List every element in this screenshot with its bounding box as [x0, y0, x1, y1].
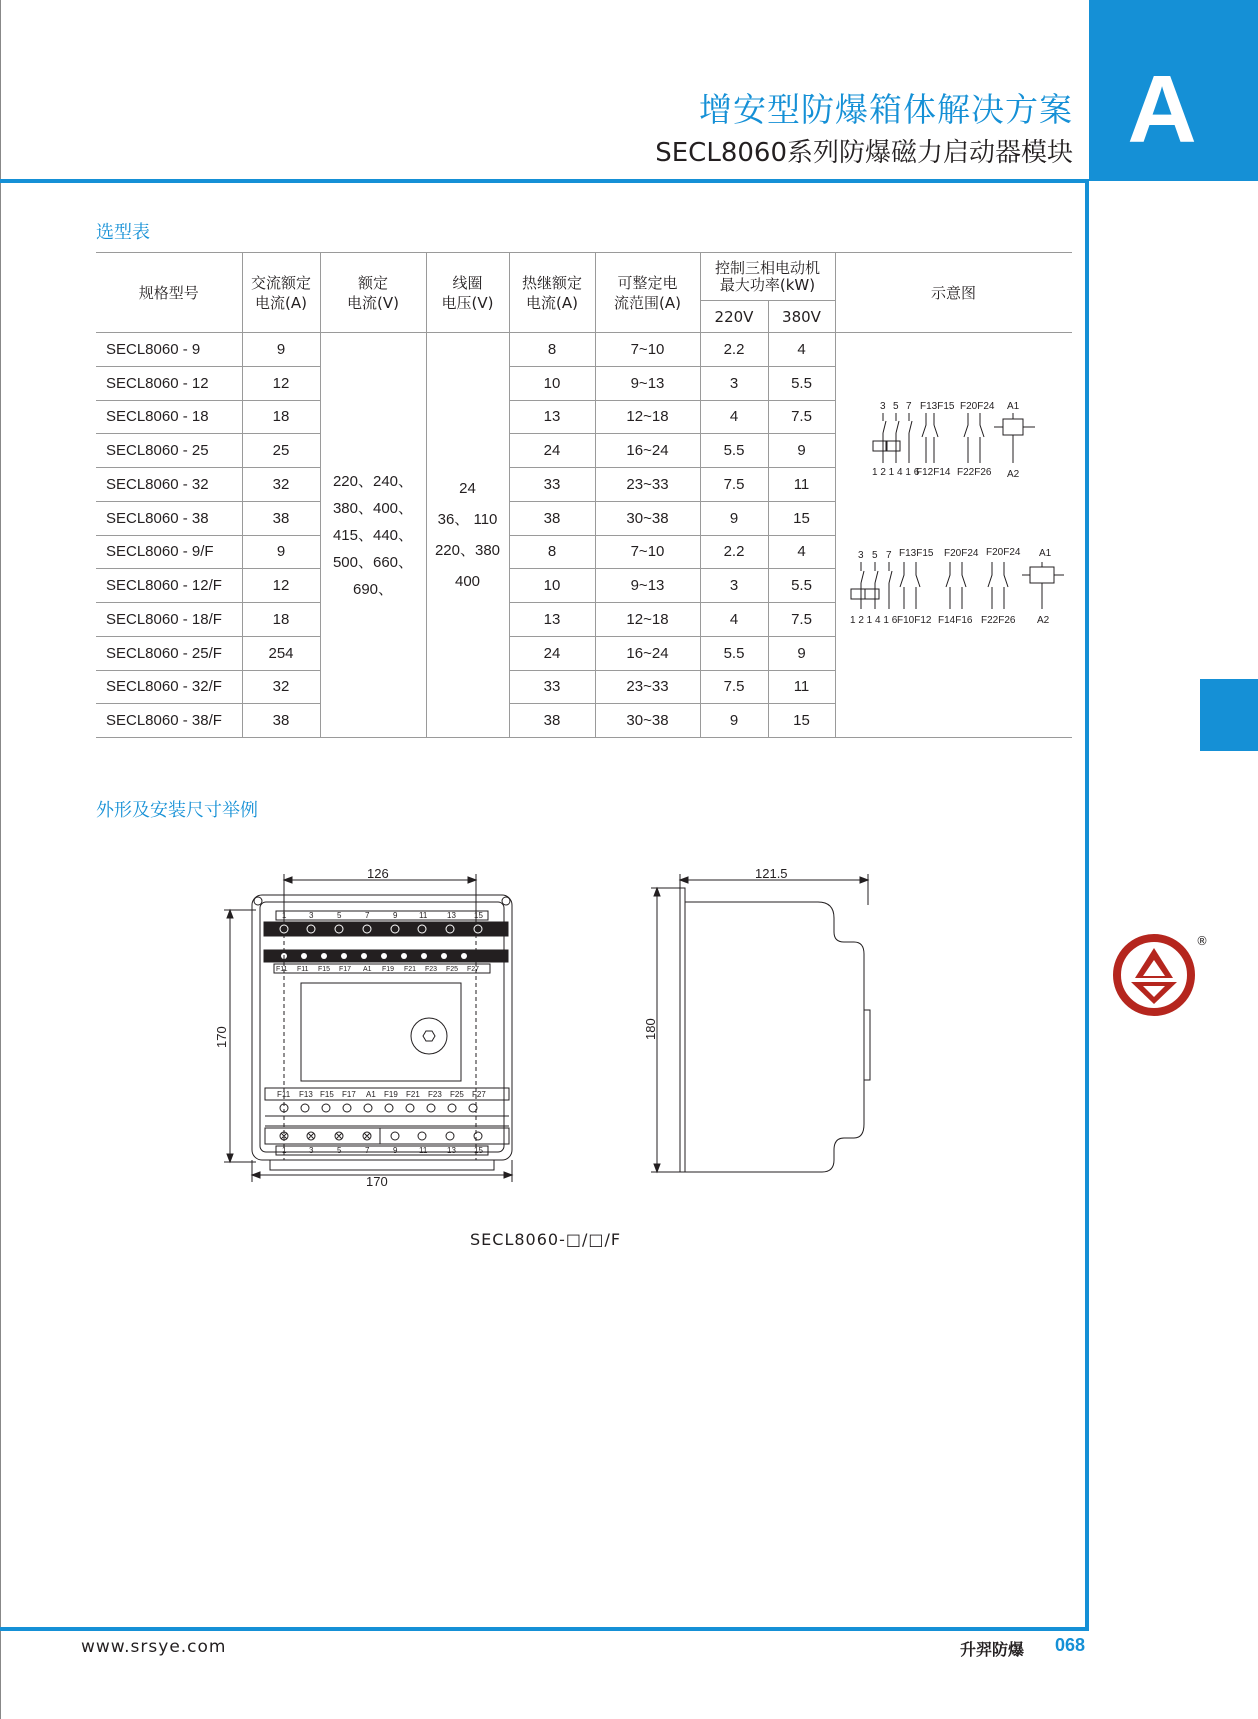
svg-text:F23: F23	[428, 1090, 442, 1099]
svg-text:F27: F27	[467, 966, 480, 973]
svg-text:F20F24: F20F24	[959, 401, 994, 412]
svg-text:F13: F13	[299, 1090, 313, 1099]
page-title: 增安型防爆箱体解决方案	[699, 90, 1073, 129]
header-ac-current: 交流额定 电流(A)	[242, 253, 320, 333]
page-subtitle: SECL8060系列防爆磁力启动器模块	[655, 138, 1073, 168]
svg-text:3: 3	[857, 550, 864, 561]
svg-text:A1: A1	[1006, 401, 1019, 412]
front-view-drawing	[210, 860, 520, 1190]
svg-text:F12F14: F12F14	[915, 467, 950, 478]
right-rule	[1085, 179, 1089, 1631]
table-row: SECL8060 - 25/F 254 24 16~24 5.5 9	[96, 636, 1072, 670]
table-row	[96, 333, 1072, 367]
cell-thermal: 8	[509, 333, 595, 367]
svg-text:F11: F11	[276, 966, 288, 973]
svg-text:1 2 1 4 1 6: 1 2 1 4 1 6	[849, 615, 897, 626]
svg-text:F17: F17	[342, 1090, 356, 1099]
cell-coil-voltage: 24 36、 110 220、380 400	[426, 333, 509, 738]
dim-width-bottom: 170	[366, 1174, 388, 1189]
svg-text:5: 5	[337, 911, 342, 920]
dim-height: 170	[214, 1026, 229, 1048]
cell-rated-voltage: 220、240、 380、400、 415、440、 500、660、 690、	[320, 333, 426, 738]
svg-text:F13F15: F13F15	[898, 548, 933, 559]
svg-text:F20F24: F20F24	[943, 548, 978, 559]
footer-rule	[0, 1627, 1089, 1631]
svg-text:F20F24: F20F24	[985, 547, 1020, 558]
table-row: SECL8060 - 38 38 38 30~38 9 15	[96, 501, 1072, 535]
svg-text:F11: F11	[297, 966, 309, 973]
svg-text:F19: F19	[384, 1090, 398, 1099]
svg-text:15: 15	[474, 911, 483, 920]
header-380v: 380V	[768, 301, 835, 333]
cell-current: 9	[242, 333, 320, 367]
svg-text:A1: A1	[363, 966, 372, 973]
schematic-diagrams	[840, 333, 1068, 733]
svg-text:1: 1	[282, 1146, 287, 1155]
dimensions-heading: 外形及安装尺寸举例	[96, 800, 258, 821]
svg-text:F15: F15	[318, 966, 331, 973]
svg-text:F13F15: F13F15	[919, 401, 954, 412]
svg-text:11: 11	[419, 1146, 428, 1155]
svg-text:5: 5	[337, 1146, 342, 1155]
table-row: SECL8060 - 12 12 10 9~13 3 5.5	[96, 366, 1072, 400]
header-diagram: 示意图	[835, 253, 1072, 333]
svg-text:7: 7	[905, 401, 912, 412]
schematic-standard	[872, 401, 1035, 480]
svg-text:11: 11	[419, 911, 428, 920]
section-letter: A	[1127, 56, 1197, 163]
svg-text:7: 7	[365, 1146, 370, 1155]
selection-table	[96, 252, 1072, 738]
header-coil-voltage: 线圈 电压(V)	[426, 253, 509, 333]
svg-text:F22F26: F22F26	[980, 615, 1015, 626]
cell-model: SECL8060 - 9	[96, 333, 242, 367]
svg-text:15: 15	[474, 1146, 483, 1155]
svg-text:F27: F27	[472, 1090, 486, 1099]
table-row: SECL8060 - 9/F 9 8 7~10 2.2 4	[96, 535, 1072, 569]
table-row: SECL8060 - 12/F 12 10 9~13 3 5.5	[96, 569, 1072, 603]
registered-mark: ®	[1196, 934, 1208, 948]
svg-text:9: 9	[393, 1146, 398, 1155]
cell-p220: 2.2	[700, 333, 768, 367]
selection-heading: 选型表	[96, 222, 150, 243]
svg-text:F23: F23	[425, 966, 438, 973]
svg-text:F17: F17	[339, 966, 352, 973]
svg-text:1 2 1 4 1 6: 1 2 1 4 1 6	[871, 467, 919, 478]
schematic-f-variant	[850, 547, 1064, 626]
header-rated: 额定 电流(V)	[320, 253, 426, 333]
header-thermal: 热继额定 电流(A)	[509, 253, 595, 333]
svg-text:F10F12: F10F12	[896, 615, 931, 626]
svg-text:F22F26: F22F26	[956, 467, 991, 478]
svg-text:7: 7	[885, 550, 892, 561]
svg-text:13: 13	[447, 1146, 456, 1155]
side-view-drawing	[640, 860, 890, 1180]
svg-text:F11: F11	[277, 1090, 291, 1099]
table-row: SECL8060 - 32 32 33 23~33 7.5 11	[96, 468, 1072, 502]
cell-range: 7~10	[595, 333, 700, 367]
cell-p380: 4	[768, 333, 835, 367]
svg-text:F25: F25	[450, 1090, 464, 1099]
header-max-power: 控制三相电动机 最大功率(kW)	[700, 253, 835, 301]
svg-text:1: 1	[282, 911, 287, 920]
header-adjust-range: 可整定电 流范围(A)	[595, 253, 700, 333]
cell-schematics	[835, 333, 1072, 738]
svg-text:F15: F15	[320, 1090, 334, 1099]
page-border	[0, 0, 1, 1719]
svg-text:A1: A1	[1038, 548, 1051, 559]
svg-text:A1: A1	[366, 1090, 376, 1099]
table-row: SECL8060 - 32/F 32 33 23~33 7.5 11	[96, 670, 1072, 704]
svg-text:5: 5	[871, 550, 878, 561]
svg-text:F14F16: F14F16	[937, 615, 972, 626]
svg-text:F25: F25	[446, 966, 459, 973]
company-logo-icon	[1113, 934, 1195, 1016]
table-row: SECL8060 - 38/F 38 38 30~38 9 15	[96, 704, 1072, 738]
svg-text:A2: A2	[1036, 615, 1049, 626]
svg-text:F19: F19	[382, 966, 395, 973]
svg-text:13: 13	[447, 911, 456, 920]
svg-text:3: 3	[879, 401, 886, 412]
drawing-caption: SECL8060-□/□/F	[470, 1230, 622, 1249]
footer-brand: 升羿防爆	[959, 1640, 1024, 1659]
svg-text:9: 9	[393, 911, 398, 920]
page-number: 068	[1055, 1635, 1086, 1655]
svg-text:A2: A2	[1006, 469, 1019, 480]
svg-text:5: 5	[892, 401, 899, 412]
table-row: SECL8060 - 25 25 24 16~24 5.5 9	[96, 434, 1072, 468]
footer-url: www.srsye.com	[81, 1637, 227, 1657]
dim-depth: 121.5	[755, 866, 788, 881]
header-220v: 220V	[700, 301, 768, 333]
svg-text:7: 7	[365, 911, 370, 920]
svg-text:3: 3	[309, 1146, 314, 1155]
dim-side-height: 180	[643, 1018, 658, 1040]
side-marker	[1200, 679, 1258, 751]
header-rule	[0, 179, 1088, 183]
table-row: SECL8060 - 18/F 18 13 12~18 4 7.5	[96, 603, 1072, 637]
svg-text:3: 3	[309, 911, 314, 920]
svg-text:F21: F21	[406, 1090, 420, 1099]
svg-text:F21: F21	[404, 966, 417, 973]
table-row: SECL8060 - 18 18 13 12~18 4 7.5	[96, 400, 1072, 434]
dim-width-top: 126	[367, 866, 389, 881]
header-model: 规格型号	[96, 253, 242, 333]
